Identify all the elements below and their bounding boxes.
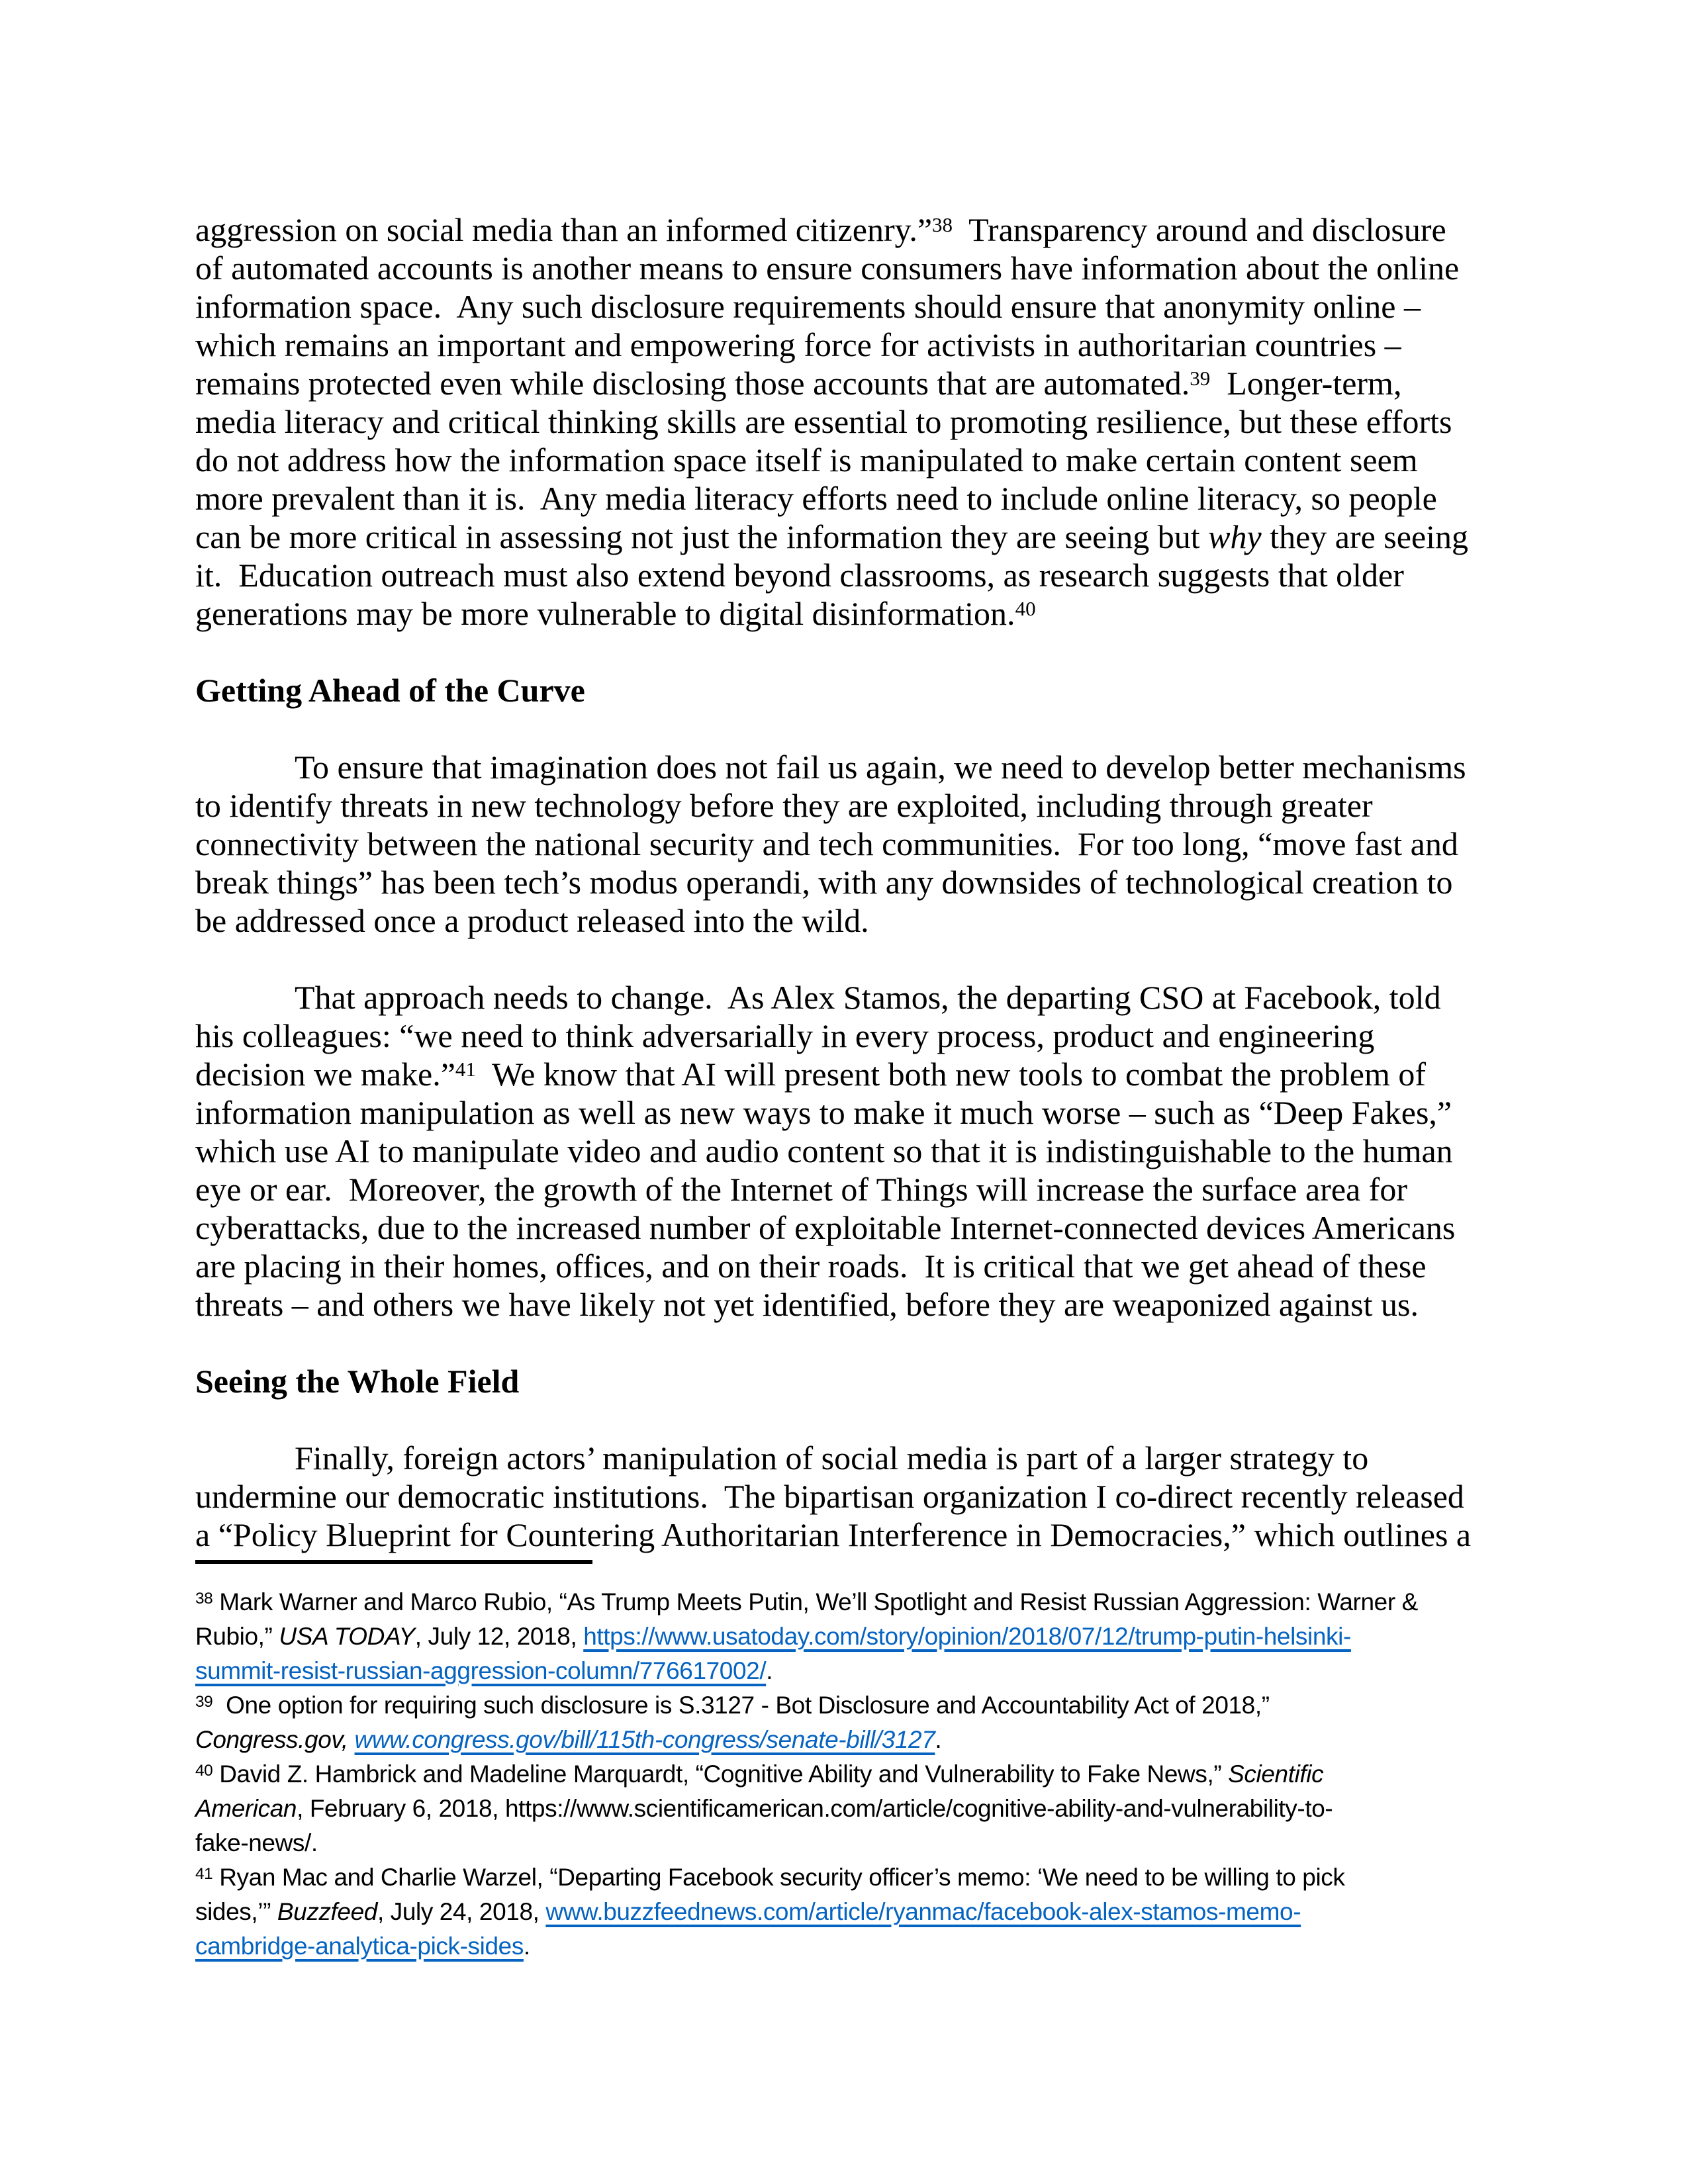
paragraph-line [195,825,1496,863]
footnote-line [195,1929,1496,1964]
footnote-text: . [523,1933,530,1960]
paragraph-line [195,1439,1496,1477]
paragraph-line [195,1208,1496,1247]
footnote-italic-text: Scientific [1228,1760,1324,1788]
hyperlink[interactable]: www.buzzfeednews.com/article/ryanmac/facebook-alex-stamos-memo- [545,1898,1301,1925]
paragraph-line [195,402,1496,441]
footnote-text: David Z. Hambrick and Madeline Marquardt, “Cognitive Ability and Vulnerability to Fake News,” [212,1760,1229,1788]
paragraph-line [195,1247,1496,1285]
paragraph-text: it. Education outreach must also extend beyond classrooms, as research suggests that older [195,557,1404,594]
paragraph-text: To ensure that imagination does not fail us again, we need to develop better mechanisms [295,749,1466,786]
paragraph-transparency-disclosure [195,210,1496,633]
heading-line [195,1362,1496,1400]
paragraph-line [195,518,1496,556]
paragraph-text: to identify threats in new technology before they are exploited, including through greater [195,787,1373,824]
footnote-text: . [766,1657,773,1684]
paragraph-text: connectivity between the national security and tech communities. For too long, “move fast and [195,825,1458,862]
footnote-italic-text: Buzzfeed [277,1898,377,1925]
paragraph-text: break things” has been tech’s modus operandi, with any downsides of technological creation to [195,864,1453,901]
footnote-text: . [935,1726,942,1753]
paragraph-line [195,479,1496,518]
paragraph-that-approach-needs-to-change [195,978,1496,1324]
paragraph-line [195,1477,1496,1516]
paragraph-text: of automated accounts is another means to ensure consumers have information about the online [195,250,1460,287]
paragraph-line [195,1132,1496,1170]
heading-getting-ahead-of-the-curve [195,671,1496,709]
footnote-text: , February 6, 2018, https://www.scientificamerican.com/article/cognitive-ability-and-vulnerability-to- [297,1795,1333,1822]
paragraph-text: Longer-term, [1210,365,1402,402]
paragraph-text: undermine our democratic institutions. The bipartisan organization I co-direct recently released [195,1478,1464,1515]
paragraph-line [195,1055,1496,1093]
hyperlink[interactable]: www.congress.gov/bill/115th-congress/senate-bill/3127 [354,1726,935,1753]
paragraph-text: are placing in their homes, offices, and on their roads. It is critical that we get ahead of these [195,1248,1427,1285]
paragraph-text: threats – and others we have likely not yet identified, before they are weaponized against us. [195,1286,1419,1323]
paragraph-text: eye or ear. Moreover, the growth of the Internet of Things will increase the surface area for [195,1171,1408,1208]
footnote-40 [195,1757,1496,1860]
paragraph-line [195,863,1496,901]
paragraph-line [195,594,1496,633]
paragraph-line [195,210,1496,249]
paragraph-finally-foreign-actors [195,1439,1496,1554]
footnote-line [195,1895,1496,1929]
paragraph-text: which use AI to manipulate video and audio content so that it is indistinguishable to the human [195,1132,1453,1169]
paragraph-text: aggression on social media than an informed citizenry.” [195,211,933,248]
paragraph-line [195,1170,1496,1208]
footnote-text: Ryan Mac and Charlie Warzel, “Departing Facebook security officer’s memo: ‘We need to be willing to pick [212,1864,1345,1891]
footnote-line [195,1654,1496,1688]
paragraph-text: be addressed once a product released into the wild. [195,902,869,939]
footnote-reference-superscript: 40 [195,1762,213,1780]
paragraph-line [195,1285,1496,1324]
paragraph-line [195,978,1496,1017]
footnote-reference-superscript: 38 [932,213,953,237]
paragraph-text: generations may be more vulnerable to digital disinformation. [195,595,1015,632]
footnote-line [195,1688,1496,1723]
heading-text: Seeing the Whole Field [195,1363,520,1400]
body-text [195,210,1496,1554]
paragraph-line [195,786,1496,825]
blank-line [195,633,1496,671]
footnote-reference-superscript: 39 [1190,367,1211,390]
footnote-reference-superscript: 39 [195,1693,213,1711]
paragraph-text: do not address how the information space itself is manipulated to make certain content seem [195,441,1418,478]
paragraph-text: media literacy and critical thinking skills are essential to promoting resilience, but these efforts [195,403,1452,440]
footnote-italic-text: Congress.gov, [195,1726,355,1753]
paragraph-line [195,1093,1496,1132]
paragraph-line [195,1017,1496,1055]
paragraph-text: cyberattacks, due to the increased number of exploitable Internet-connected devices Americans [195,1209,1456,1246]
paragraph-line [195,249,1496,287]
footnote-text: One option for requiring such disclosure is S.3127 - Bot Disclosure and Accountability Act of 2018,” [212,1692,1270,1719]
footnote-reference-superscript: 41 [455,1058,476,1081]
heading-line [195,671,1496,709]
footnote-text: Mark Warner and Marco Rubio, “As Trump Meets Putin, We’ll Spotlight and Resist Russian Aggression: Warner & [212,1588,1418,1615]
paragraph-line [195,441,1496,479]
paragraph-line [195,364,1496,402]
footnote-text: , July 12, 2018, [414,1623,584,1650]
paragraph-text: Finally, foreign actors’ manipulation of social media is part of a larger strategy to [295,1439,1369,1477]
blank-line [195,1324,1496,1362]
footnote-italic-text: American [195,1795,297,1822]
paragraph-line [195,901,1496,940]
heading-seeing-the-whole-field [195,1362,1496,1400]
paragraph-text: We know that AI will present both new tools to combat the problem of [475,1056,1426,1093]
paragraph-italic-text: why [1208,518,1262,555]
paragraph-text: That approach needs to change. As Alex Stamos, the departing CSO at Facebook, told [295,979,1441,1016]
footnote-line [195,1860,1496,1895]
blank-line [195,709,1496,748]
footnote-38 [195,1585,1496,1688]
footnote-line [195,1757,1496,1792]
paragraph-text: which remains an important and empowering force for activists in authoritarian countries – [195,326,1401,363]
paragraph-text: his colleagues: “we need to think adversarially in every process, product and engineering [195,1017,1375,1054]
footnotes [195,1585,1496,1964]
paragraph-text: decision we make.” [195,1056,455,1093]
paragraph-line [195,326,1496,364]
footnote-text: Rubio,” [195,1623,279,1650]
blank-line [195,1400,1496,1439]
footnote-italic-text: USA TODAY [279,1623,415,1650]
footnote-text: , July 24, 2018, [377,1898,546,1925]
paragraph-text: remains protected even while disclosing those accounts that are automated. [195,365,1190,402]
heading-text: Getting Ahead of the Curve [195,672,585,709]
paragraph-text: a “Policy Blueprint for Countering Authoritarian Interference in Democracies,” which outlines a [195,1516,1472,1553]
paragraph-line [195,748,1496,786]
hyperlink[interactable]: summit-resist-russian-aggression-column/776617002/ [195,1657,767,1684]
footnote-line [195,1585,1496,1619]
footnote-reference-superscript: 40 [1015,597,1036,621]
hyperlink[interactable]: cambridge-analytica-pick-sides [195,1933,524,1960]
footnote-reference-superscript: 41 [195,1865,213,1884]
footnote-text: fake-news/. [195,1829,318,1856]
footnote-separator [195,1560,592,1564]
paragraph-text: Transparency around and disclosure [953,211,1446,248]
paragraph-text: more prevalent than it is. Any media literacy efforts need to include online literacy, so people [195,480,1437,517]
blank-line [195,940,1496,978]
paragraph-line [195,287,1496,326]
paragraph-line [195,1516,1496,1554]
footnote-41 [195,1860,1496,1964]
footnote-text: sides,’” [195,1898,277,1925]
footnote-line [195,1826,1496,1860]
footnote-line [195,1723,1496,1757]
paragraph-text: information manipulation as well as new ways to make it much worse – such as “Deep Fakes,” [195,1094,1452,1131]
paragraph-to-ensure-imagination [195,748,1496,940]
footnote-line [195,1792,1496,1826]
hyperlink[interactable]: https://www.usatoday.com/story/opinion/2018/07/12/trump-putin-helsinki- [583,1623,1351,1650]
footnote-39 [195,1688,1496,1757]
footnote-reference-superscript: 38 [195,1590,213,1608]
paragraph-text: can be more critical in assessing not just the information they are seeing but [195,518,1209,555]
paragraph-text: they are seeing [1261,518,1469,555]
footnote-line [195,1619,1496,1654]
paragraph-line [195,556,1496,594]
paragraph-text: information space. Any such disclosure requirements should ensure that anonymity online – [195,288,1421,325]
